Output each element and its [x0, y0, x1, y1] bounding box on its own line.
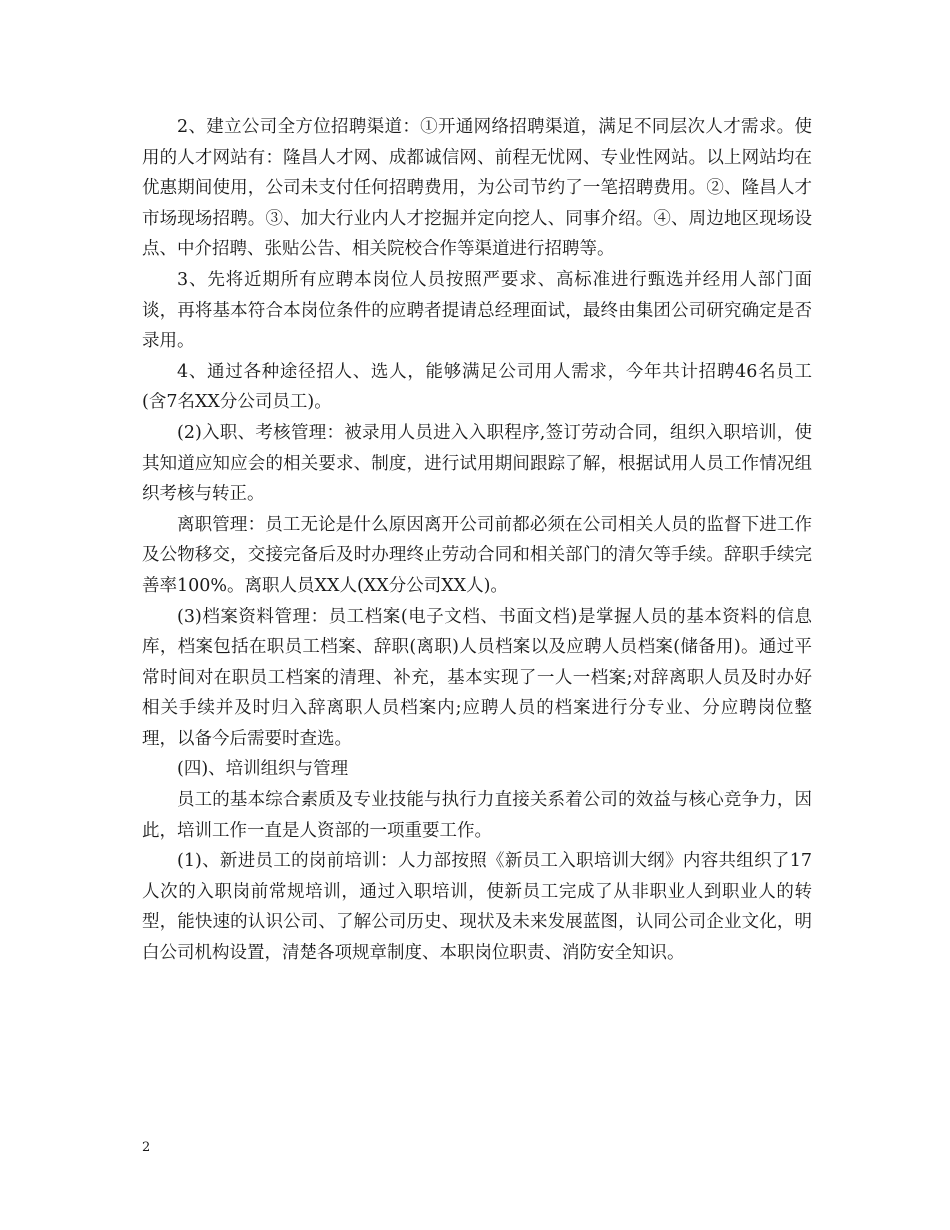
paragraph-recruitment-channels: 2、建立公司全方位招聘渠道：①开通网络招聘渠道，满足不同层次人才需求。使用的人才网站有：隆昌人才网、成都诚信网、前程无忧网、专业性网站。以上网站均在优惠期间使用，公司未支付任何招聘费用，为公司节约了一笔招聘费用。②、隆昌人才市场现场招聘。③、加大行业内人才挖掘并定向挖人、同事介绍。④、周边地区现场设点、中介招聘、张贴公告、相关院校合作等渠道进行招聘等。 [142, 117, 812, 260]
paragraph-screening-process: 3、先将近期所有应聘本岗位人员按照严要求、高标准进行甄选并经用人部门面谈，再将基本符合本岗位条件的应聘者提请总经理面试，最终由集团公司研究确定是否录用。 [142, 269, 812, 352]
page-number: 2 [142, 1140, 151, 1155]
document-body [142, 112, 812, 969]
paragraph-resignation-management: 离职管理：员工无论是什么原因离开公司前都必须在公司相关人员的监督下进工作及公物移交，交接完备后及时办理终止劳动合同和相关部门的清欠等手续。辞职手续完善率100%。离职人员XX人(XX分公司XX人)。 [142, 514, 812, 596]
section-heading-training: (四)、培训组织与管理 [177, 759, 349, 780]
paragraph-new-employee-training: (1)、新进员工的岗前培训：人力部按照《新员工入职培训大纲》内容共组织了17人次的入职岗前常规培训，通过入职培训，使新员工完成了从非职业人到职业人的转型，能快速的认识公司、了解公司历史、现状及未来发展蓝图，认同公司企业文化，明白公司机构设置，清楚各项规章制度、本职岗位职责、消防安全知识。 [142, 851, 812, 964]
paragraph-onboarding-assessment: (2)入职、考核管理：被录用人员进入入职程序,签订劳动合同，组织入职培训，使其知道应知应会的相关要求、制度，进行试用期间跟踪了解，根据试用人员工作情况组织考核与转正。 [142, 422, 812, 505]
paragraph-training-importance: 员工的基本综合素质及专业技能与执行力直接关系着公司的效益与核心竞争力，因此，培训工作一直是人资部的一项重要工作。 [142, 790, 812, 841]
paragraph-recruitment-total: 4、通过各种途径招人、选人，能够满足公司用人需求，今年共计招聘46名员工(含7名XX分公司员工)。 [142, 361, 812, 413]
paragraph-archive-management: (3)档案资料管理：员工档案(电子文档、书面文档)是掌握人员的基本资料的信息库，档案包括在职员工档案、辞职(离职)人员档案以及应聘人员档案(储备用)。通过平常时间对在职员工档案的清理、补充，基本实现了一人一档案;对辞离职人员及时办好相关手续并及时归入辞离职人员档案内;应聘人员的档案进行分专业、分应聘岗位整理，以备今后需要时查选。 [142, 606, 812, 749]
